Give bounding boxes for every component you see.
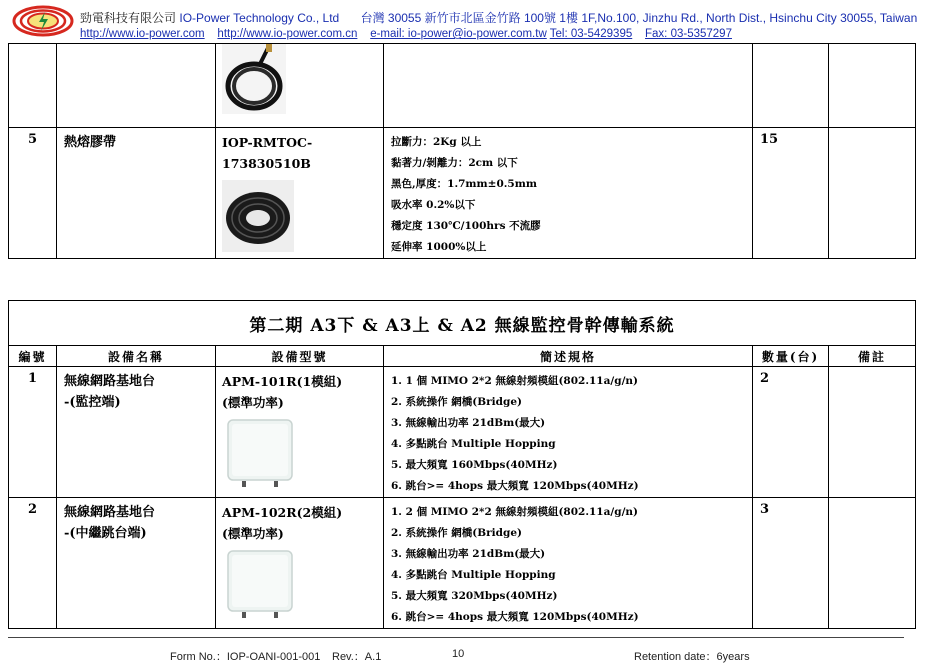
cell-name (57, 44, 216, 128)
equipment-table-continued (8, 43, 916, 259)
header-name: 設備名稱 (57, 346, 216, 367)
company-line (80, 9, 917, 26)
spec-line: 延伸率 1000%以上 (391, 241, 487, 253)
header-no: 編號 (9, 346, 57, 367)
cell-name (57, 367, 216, 498)
spec-line: 1. 1 個 MIMO 2*2 無線射頻模組(802.11a/g/n) (391, 375, 639, 387)
spec-line: 3. 無線輸出功率 21dBm(最大) (391, 417, 546, 429)
cell-note (829, 128, 916, 259)
spec-line: 2. 系統操作 網橋(Bridge) (391, 396, 522, 408)
website-link-2[interactable]: http://www.io-power.com.cn (217, 28, 358, 40)
name-line: -(中繼跳台端) (64, 526, 147, 541)
cell-no: 2 (9, 498, 57, 629)
model-line: (標準功率) (222, 395, 284, 410)
spec-line: 吸水率 0.2%以下 (391, 199, 476, 211)
letterhead (0, 0, 930, 44)
spec-line: 4. 多點跳台 Multiple Hopping (391, 438, 556, 450)
phase2-equipment-table (8, 300, 916, 629)
page-number: 10 (452, 648, 465, 660)
table-title: 第二期 A3下 & A3上 & A2 無線監控骨幹傳輸系統 (9, 301, 916, 346)
header-note: 備註 (829, 346, 916, 367)
coiled-cable-photo-icon (222, 44, 286, 114)
footer-divider (8, 637, 904, 638)
header-spec: 簡述規格 (384, 346, 753, 367)
cell-qty (753, 44, 829, 128)
table-row (9, 498, 916, 629)
model-line: APM-101R(1模組) (222, 374, 343, 389)
cell-spec (384, 367, 753, 498)
cell-note (829, 44, 916, 128)
cell-name (57, 498, 216, 629)
spec-line: 5. 最大頻寬 320Mbps(40MHz) (391, 590, 558, 602)
cell-no: 5 (9, 128, 57, 259)
company-name-en: IO-Power Technology Co., Ltd (179, 11, 340, 25)
name-line: 無線網路基地台 (64, 374, 156, 389)
cell-qty: 2 (753, 367, 829, 498)
company-address: 台灣 30055 新竹市北區金竹路 100號 1樓 1F,No.100, Jinzhu Rd., North Dist., Hsinchu City 30055, Taiwan (360, 11, 918, 25)
spec-line: 黑色,厚度：1.7mm±0.5mm (391, 178, 537, 190)
spec-line: 5. 最大頻寬 160Mbps(40MHz) (391, 459, 558, 471)
cell-model (216, 128, 384, 259)
cell-note (829, 498, 916, 629)
antenna-unit-photo-icon (222, 548, 298, 621)
revision: Rev.：A.1 (332, 651, 382, 663)
model-line: APM-102R(2模組) (222, 505, 343, 520)
cell-no (9, 44, 57, 128)
cell-spec (384, 128, 753, 259)
fax-number: Fax: 03-5357297 (645, 28, 732, 40)
spec-line: 2. 系統操作 網橋(Bridge) (391, 527, 522, 539)
cell-model (216, 44, 384, 128)
header-model: 設備型號 (216, 346, 384, 367)
io-power-logo-icon (12, 5, 74, 37)
company-name-cn: 勁電科技有限公司 (80, 11, 177, 25)
name-line: 無線網路基地台 (64, 505, 156, 520)
spec-line: 穩定度 130℃/100hrs 不流膠 (391, 220, 541, 232)
spec-line: 黏著力/剝離力：2cm 以下 (391, 157, 518, 169)
cell-model (216, 367, 384, 498)
cell-name: 熱熔膠帶 (57, 128, 216, 259)
cell-qty: 3 (753, 498, 829, 629)
cell-qty: 15 (753, 128, 829, 259)
model-number: IOP-RMTOC-173830510B (222, 135, 313, 171)
table-row (9, 44, 916, 128)
antenna-unit-photo-icon (222, 417, 298, 490)
spec-line: 4. 多點跳台 Multiple Hopping (391, 569, 556, 581)
cell-spec (384, 498, 753, 629)
name-line: -(監控端) (64, 395, 121, 410)
cell-no: 1 (9, 367, 57, 498)
contact-line (80, 28, 732, 40)
spec-line: 6. 跳台>= 4hops 最大頻寬 120Mbps(40MHz) (391, 480, 639, 492)
form-number: Form No.：IOP-OANI-001-001 (170, 651, 321, 663)
cell-spec (384, 44, 753, 128)
tel-number: Tel: 03-5429395 (549, 28, 633, 40)
table-header-row (9, 346, 916, 367)
table-row (9, 128, 916, 259)
model-line: (標準功率) (222, 526, 284, 541)
table-title-row (9, 301, 916, 346)
header-qty: 數量(台) (753, 346, 829, 367)
email-link[interactable]: e-mail: io-power@io-power.com.tw (370, 28, 547, 40)
tape-roll-photo-icon (222, 180, 294, 252)
spec-line: 3. 無線輸出功率 21dBm(最大) (391, 548, 546, 560)
spec-line: 6. 跳台>= 4hops 最大頻寬 120Mbps(40MHz) (391, 611, 639, 623)
website-link-1[interactable]: http://www.io-power.com (80, 28, 205, 40)
cell-model (216, 498, 384, 629)
table-row (9, 367, 916, 498)
spec-line: 1. 2 個 MIMO 2*2 無線射頻模組(802.11a/g/n) (391, 506, 639, 518)
retention-date: Retention date：6years (634, 651, 750, 663)
cell-note (829, 367, 916, 498)
spec-line: 拉斷力：2Kg 以上 (391, 136, 482, 148)
